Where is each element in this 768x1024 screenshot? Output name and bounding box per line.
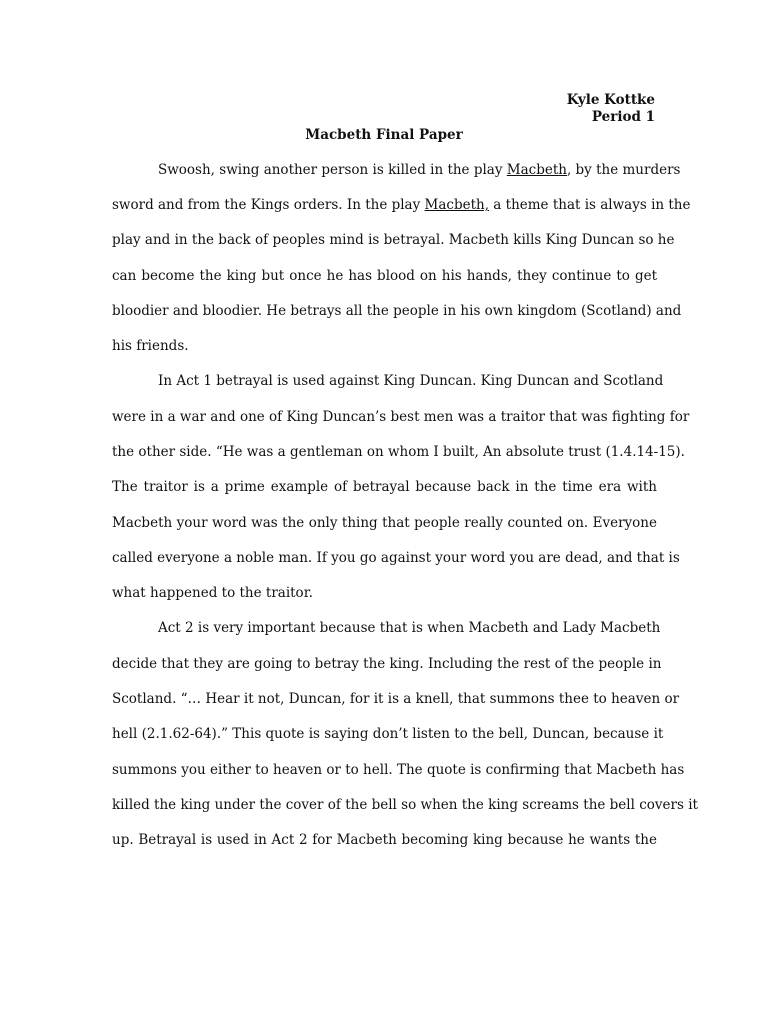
- play-title-underlined: Macbeth: [506, 162, 567, 178]
- author-name: Kyle Kottke: [566, 92, 655, 108]
- text-line: sword and from the Kings orders. In the play Macbeth, a theme that is always in the: [112, 197, 691, 213]
- text-line: hell (2.1.62-64).” This quote is saying don’t listen to the bell, Duncan, because it: [112, 726, 664, 742]
- text-line: bloodier and bloodier. He betrays all the people in his own kingdom (Scotland) and: [112, 303, 682, 319]
- text-line: up. Betrayal is used in Act 2 for Macbeth becoming king because he wants the: [112, 832, 657, 848]
- text-line: In Act 1 betrayal is used against King Duncan. King Duncan and Scotland: [158, 373, 664, 389]
- text-line: can become the king but once he has blood on his hands, they continue to get: [112, 268, 657, 284]
- text-line: the other side. “He was a gentleman on whom I built, An absolute trust (1.4.14-15).: [112, 444, 685, 460]
- text-line: his friends.: [112, 338, 189, 354]
- text-line: summons you either to heaven or to hell. The quote is confirming that Macbeth has: [112, 762, 685, 778]
- class-period: Period 1: [591, 109, 655, 125]
- text-line: Act 2 is very important because that is when Macbeth and Lady Macbeth: [158, 620, 661, 636]
- text-line: were in a war and one of King Duncan’s best men was a traitor that was fighting for: [112, 409, 690, 425]
- header-block: [567, 92, 655, 126]
- text-line: The traitor is a prime example of betrayal because back in the time era with: [112, 479, 657, 495]
- text-line: Scotland. “… Hear it not, Duncan, for it is a knell, that summons thee to heaven or: [112, 691, 680, 707]
- play-title-underlined: Macbeth,: [424, 197, 490, 213]
- paper-title: Macbeth Final Paper: [305, 127, 463, 143]
- text-line: called everyone a noble man. If you go against your word you are dead, and that is: [112, 550, 680, 566]
- text-line: play and in the back of peoples mind is betrayal. Macbeth kills King Duncan so he: [112, 232, 675, 248]
- text-line: what happened to the traitor.: [112, 585, 313, 601]
- text-line: Macbeth your word was the only thing that people really counted on. Everyone: [112, 515, 657, 531]
- text-line: Swoosh, swing another person is killed in the play Macbeth, by the murders: [158, 162, 681, 178]
- text-line: decide that they are going to betray the king. Including the rest of the people in: [112, 656, 662, 672]
- text-line: killed the king under the cover of the bell so when the king screams the bell covers it: [112, 797, 698, 813]
